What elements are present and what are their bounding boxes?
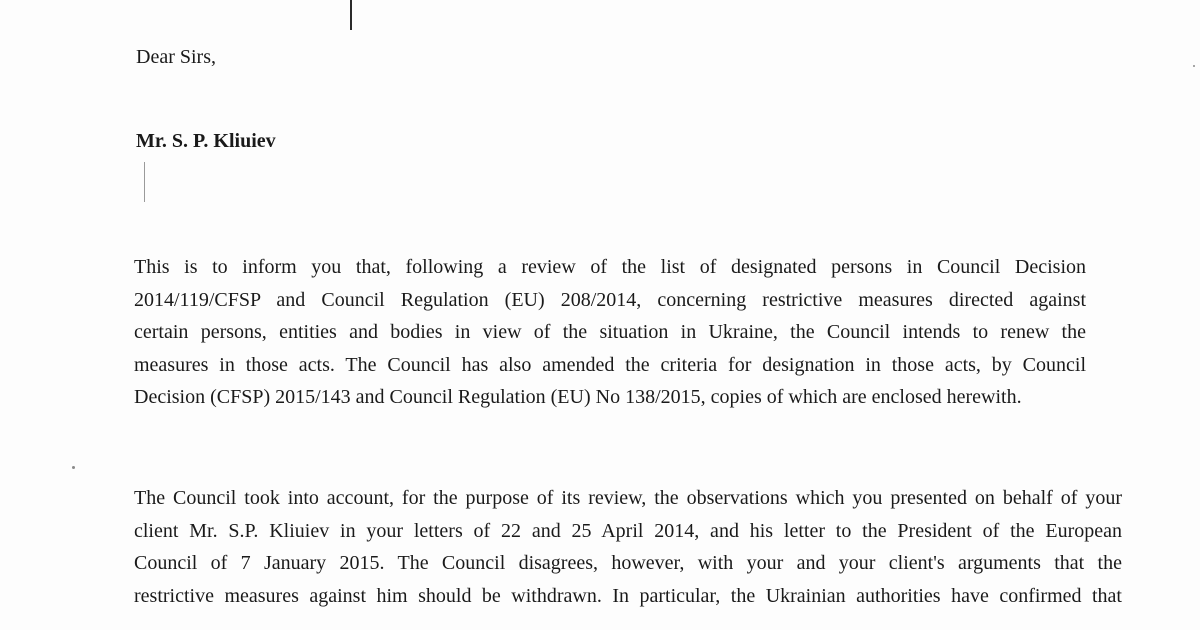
scan-artifact-vertical-line	[144, 162, 145, 202]
scan-artifact-vertical-line	[350, 0, 352, 30]
paragraph-line: restrictive measures against him should be withdrawn. In particular, the Ukrainian authorities have confirmed that	[134, 584, 1122, 607]
subject-line: Mr. S. P. Kliuiev	[136, 130, 276, 152]
scan-artifact-dot	[72, 466, 75, 469]
paragraph-line: This is to inform you that, following a review of the list of designated persons in Council Decision	[134, 256, 1086, 278]
paragraph-line: 2014/119/CFSP and Council Regulation (EU) 208/2014, concerning restrictive measures directed against	[134, 288, 1086, 311]
scan-artifact-dot	[1193, 65, 1195, 67]
paragraph-line: measures in those acts. The Council has also amended the criteria for designation in those acts, by Council	[134, 353, 1086, 376]
paragraph-line: Decision (CFSP) 2015/143 and Council Regulation (EU) No 138/2015, copies of which are enclosed herewith.	[134, 386, 1022, 409]
paragraph-line: certain persons, entities and bodies in view of the situation in Ukraine, the Council intends to renew the	[134, 321, 1086, 344]
paragraph-line: client Mr. S.P. Kliuiev in your letters of 22 and 25 April 2014, and his letter to the President of the European	[134, 519, 1122, 542]
paragraph-line: Council of 7 January 2015. The Council disagrees, however, with your and your client's arguments that the	[134, 552, 1122, 575]
salutation: Dear Sirs,	[136, 46, 216, 68]
paragraph-2	[134, 482, 1122, 612]
paragraph-1	[134, 251, 1086, 414]
paragraph-line: The Council took into account, for the purpose of its review, the observations which you presented on behalf of your	[134, 487, 1122, 509]
